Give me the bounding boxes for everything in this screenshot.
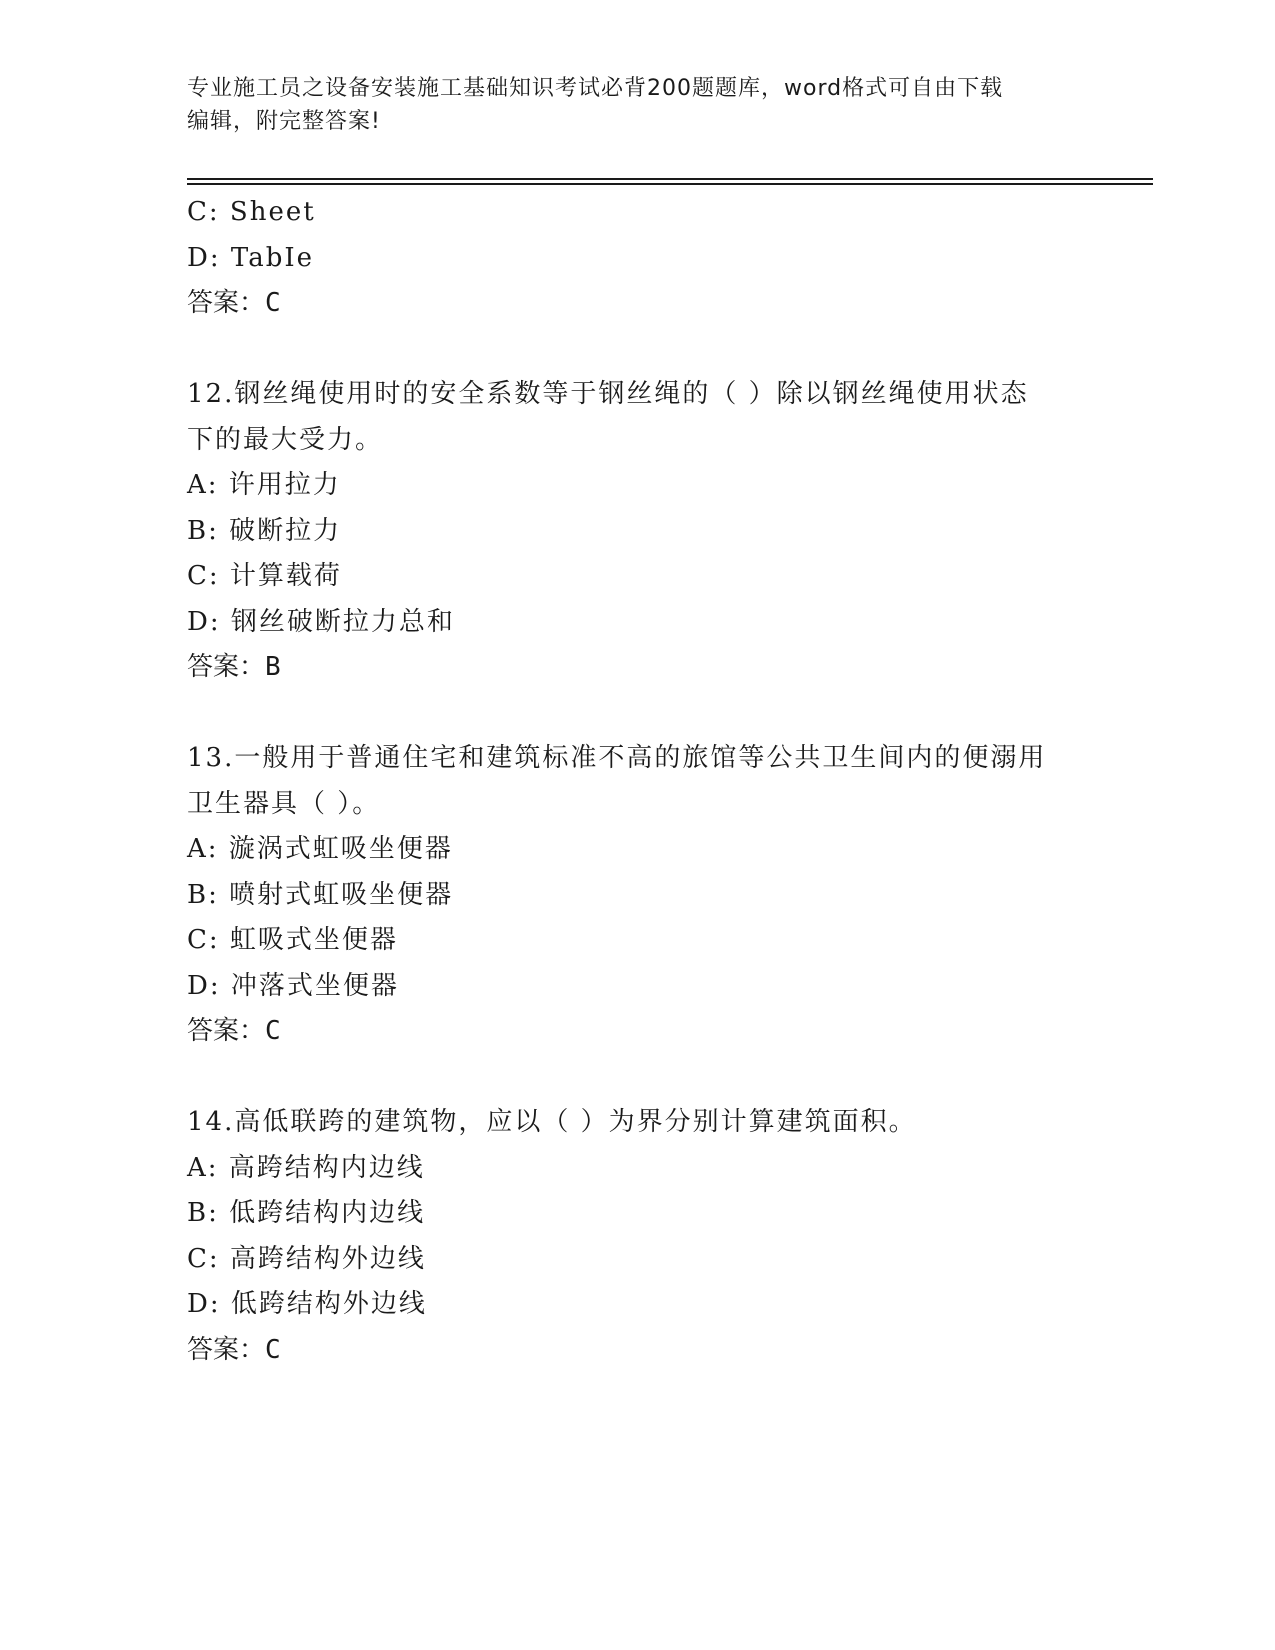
header-divider-bottom [187,183,1153,185]
option-a: A: 高跨结构内边线 [187,1152,425,1183]
question-stem-line-2: 下的最大受力。 [187,424,384,455]
question-stem-line-1: 13.一般用于普通住宅和建筑标准不高的旅馆等公共卫生间内的便溺用 [187,743,1047,773]
spacer [187,327,1107,373]
question-14 [187,1100,1107,1373]
question-11-remainder [187,190,1107,327]
option-d: D: TabIe [187,242,314,273]
header-title-line-1: 专业施工员之设备安装施工基础知识考试必背200题题库，word格式可自由下载 [187,76,1004,101]
spacer [187,1055,1107,1101]
answer: 答案：C [187,1016,281,1046]
option-a: A: 许用拉力 [187,470,341,500]
option-c: C: 计算载荷 [187,561,342,591]
question-list [187,190,1107,1373]
question-13 [187,736,1107,1055]
question-stem-line-2: 卫生器具（ ）。 [187,788,381,819]
answer: 答案：C [187,1334,281,1365]
option-b: B: 破断拉力 [187,515,342,546]
spacer [187,691,1107,737]
document-header [187,72,1067,138]
answer: 答案：B [187,652,281,682]
option-c: C: 高跨结构外边线 [187,1243,426,1274]
option-a: A: 漩涡式虹吸坐便器 [187,834,453,864]
answer: 答案：C [187,288,281,318]
question-stem-line-1: 14.高低联跨的建筑物，应以（ ）为界分别计算建筑面积。 [187,1107,917,1137]
option-d: D: 钢丝破断拉力总和 [187,606,455,637]
option-b: B: 低跨结构内边线 [187,1198,426,1228]
option-c: C: Sheet [187,197,316,227]
option-d: D: 低跨结构外边线 [187,1289,427,1319]
header-title-line-2: 编辑，附完整答案! [187,109,381,134]
question-12 [187,372,1107,691]
option-b: B: 喷射式虹吸坐便器 [187,879,454,910]
question-stem-line-1: 12.钢丝绳使用时的安全系数等于钢丝绳的（ ）除以钢丝绳使用状态 [187,379,1029,409]
option-c: C: 虹吸式坐便器 [187,925,398,955]
option-d: D: 冲落式坐便器 [187,970,399,1001]
header-divider-top [187,178,1153,180]
